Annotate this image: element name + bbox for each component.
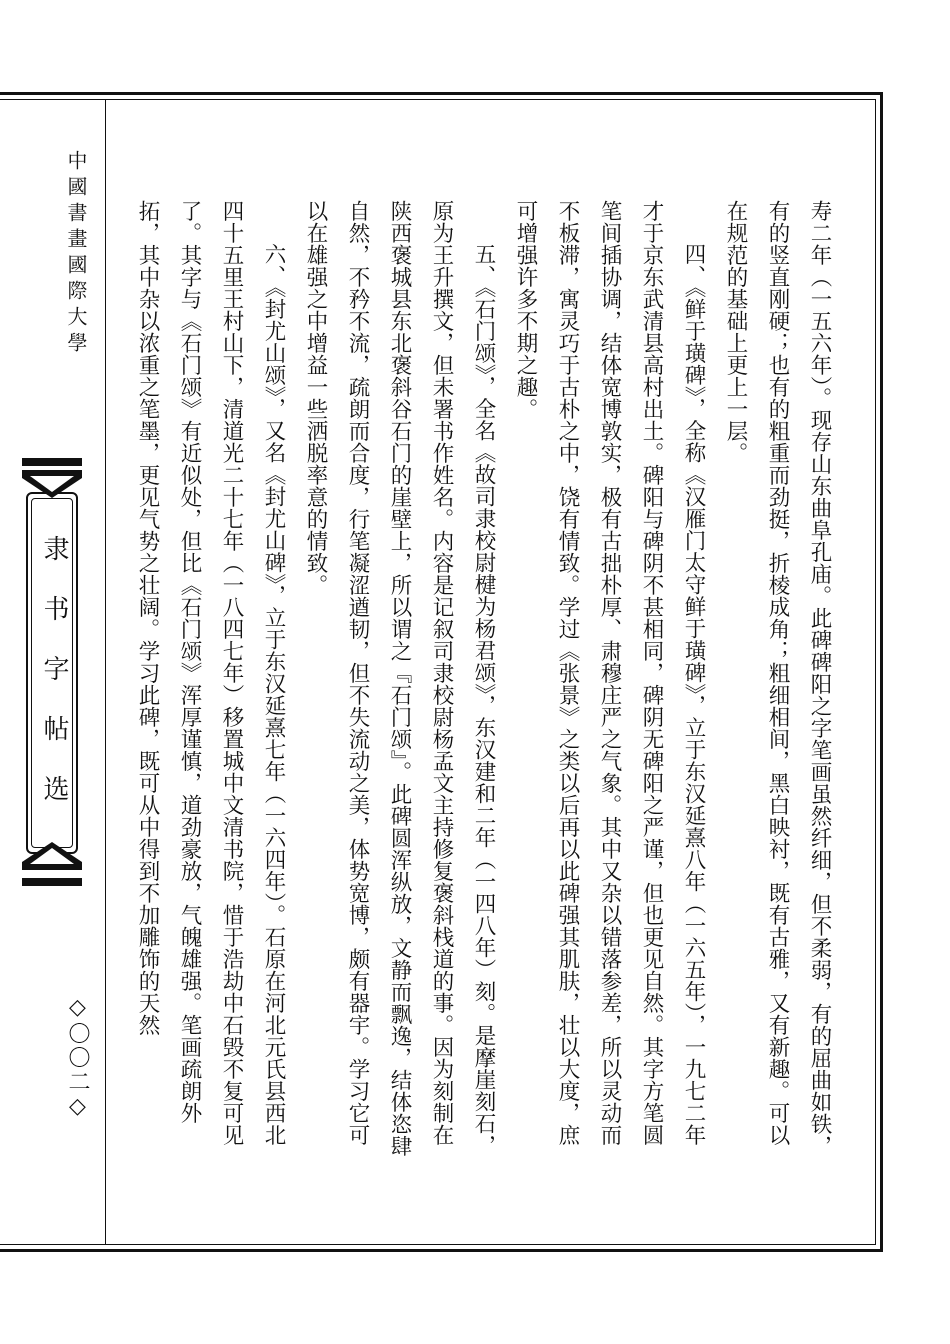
paragraph-fengyoushan-song: 六、《封尤山颂》，又名《封尤山碑》，立于东汉延熹七年（一六四年）。石原在河北元氏县西北四十五里王村山下，清道光二十七年（一八四七年）移置城中文清书院，惜于浩劫中石毁不复可见了。其字与《石门颂》有近似处，但比《石门颂》浑厚谨慎，道劲豪放，气魄雄强。笔画疏朗外拓，其中杂以浓重之笔墨，更见气势之壮阔。学习此碑，既可从中得到不加雕饰的天然 (135, 200, 286, 1146)
page-number: ◇〇〇二◇ (65, 995, 90, 1121)
body-text (135, 200, 840, 1160)
plaque-bottom-ornament (22, 840, 82, 870)
school-name: 中國書畫國際大學 (64, 150, 88, 358)
book-title: 隶书字帖选 (39, 535, 69, 835)
plaque-top-bar (22, 458, 82, 466)
paragraph-xianyu-huang: 四、《鲜于璜碑》，全称《汉雁门太守鲜于璜碑》，立于东汉延熹八年（一六五年），一九七二年才于京东武清县高村出土。碑阳与碑阴不甚相同，碑阴无碑阳之严谨，但也更见自然。其字方笔圆笔间插协调，结体宽博敦实，极有古拙朴厚、肃穆庄严之气象。其中又杂以错落参差，所以灵动而不板滞，寓灵巧于古朴之中，饶有情致。学过《张景》之类以后再以此碑强其肌肤，壮以大度，庶可增强许多不期之趣。 (513, 200, 706, 1146)
plaque-bottom-bar (22, 878, 82, 886)
paragraph-continued: 寿二年（一五六年）。现存山东曲阜孔庙。此碑碑阳之字笔画虽然纤细，但不柔弱，有的屈曲如铁，有的竖直刚硬；也有的粗重而劲挺，折棱成角；粗细相间，黑白映衬，既有古雅，又有新趣。可以在规范的基础上更上一层。 (723, 200, 832, 1158)
paragraph-shimen-song: 五、《石门颂》，全名《故司隶校尉楗为杨君颂》，东汉建和二年（一四八年）刻。是摩崖刻石，原为王升撰文，但未署书作姓名。内容是记叙司隶校尉杨孟文主持修复褒斜栈道的事。因为刻制在陕西褒城县东北褒斜谷石门的崖壁上，所以谓之『石门颂』。此碑圆浑纵放，文静而飘逸，结体恣肆自然，不矜不流，疏朗而合度，行笔凝涩遒韧，但不失流动之美，体势宽博，颇有器宇。学习它可以在雄强之中增益一些洒脱率意的情致。 (303, 200, 496, 1158)
sidebar-divider (105, 99, 106, 1245)
